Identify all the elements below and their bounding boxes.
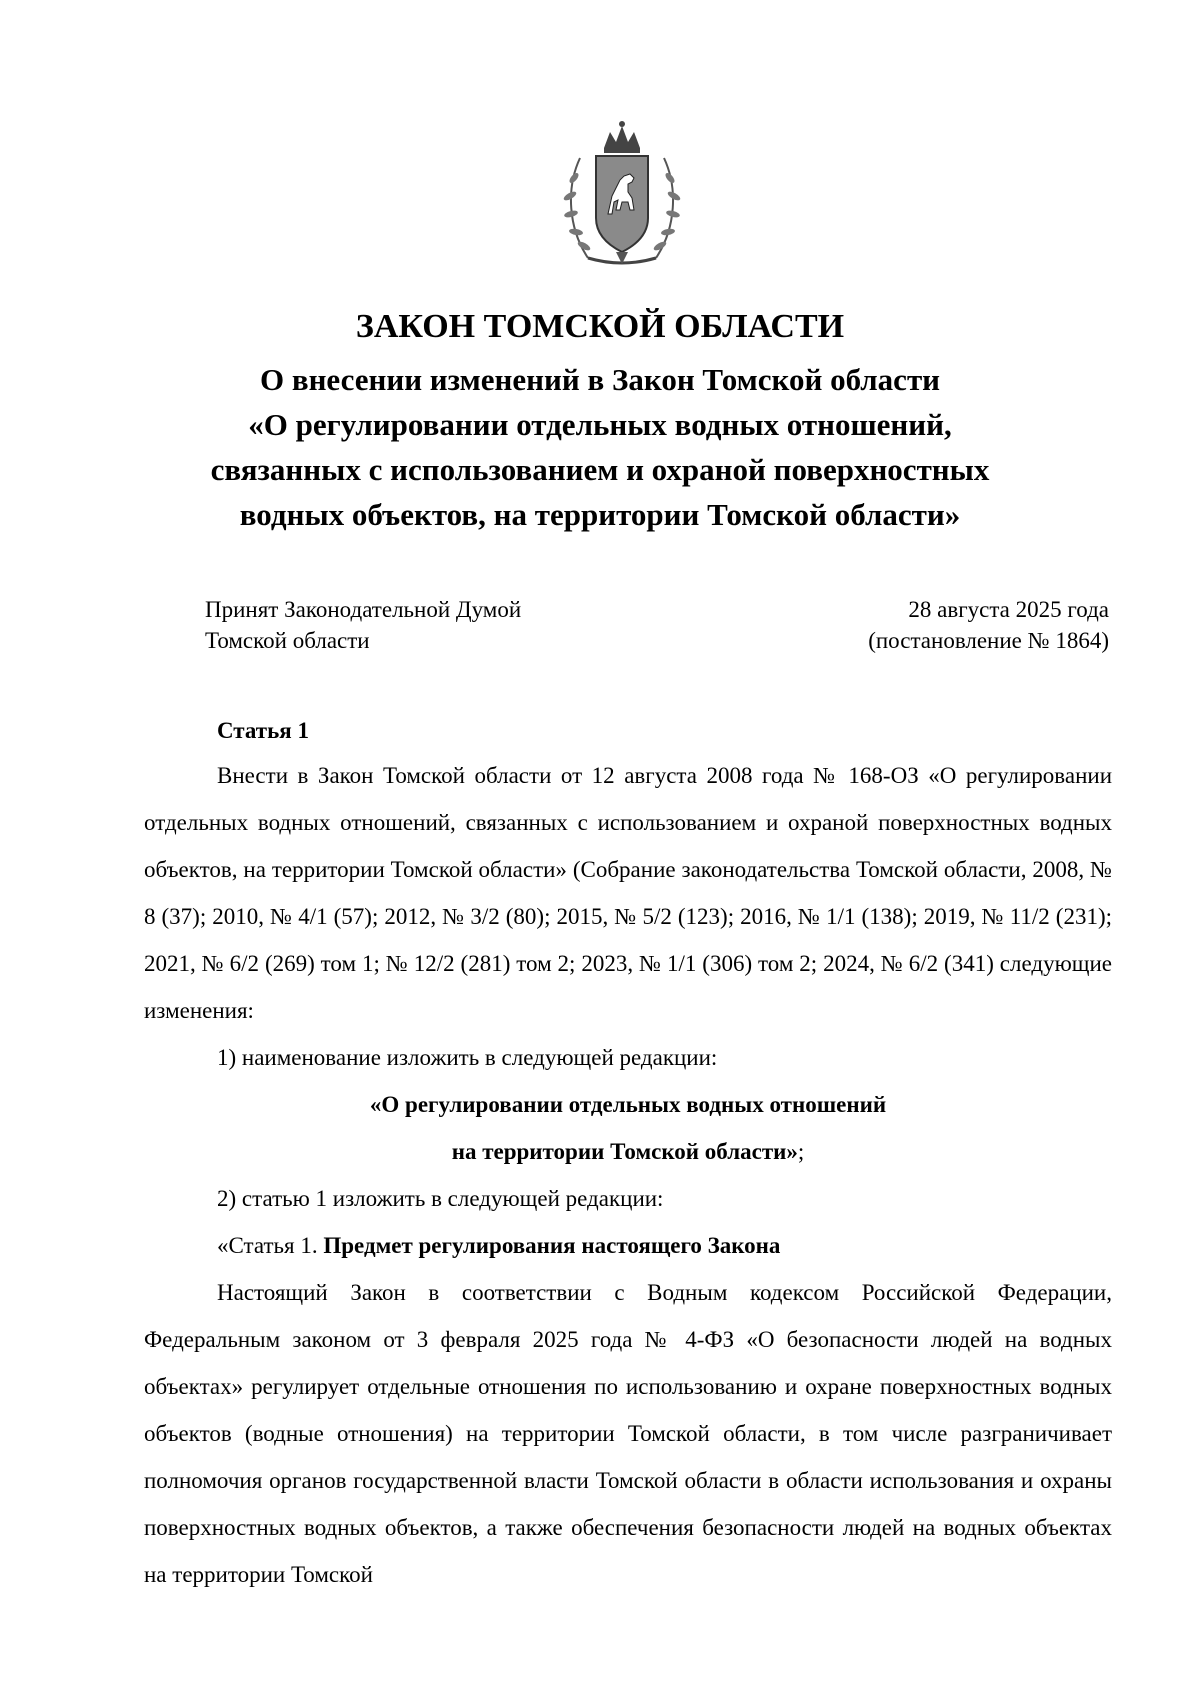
adoption-date-line: 28 августа 2025 года: [908, 597, 1109, 622]
article-heading: Статья 1: [217, 718, 309, 743]
law-subtitle-line-3: связанных с использованием и охраной поверхностных: [210, 452, 990, 487]
new-name-line-1: «О регулировании отдельных водных отношений: [369, 1092, 887, 1117]
adoption-date: [868, 594, 1109, 656]
amended-article-title-prefix: «Статья 1.: [217, 1233, 324, 1258]
title-block: [100, 305, 1100, 537]
article-body: [144, 752, 1112, 1598]
new-name-line-2: на территории Томской области»: [451, 1139, 798, 1164]
amended-article-title: [144, 1222, 1112, 1269]
adoption-body-line-2: Томской области: [205, 628, 370, 653]
amended-article-text: Настоящий Закон в соответствии с Водным кодексом Российской Федерации, Федеральным законом от 3 февраля 2025 года № 4-ФЗ «О безопасности людей на водных объектах» регулирует отдельные отношения по использованию и охране поверхностных водных объектов (водные отношения) на территории Томской области, в том числе разграничивает полномочия органов государственной власти Томской области в области использования и охраны поверхностных водных объектов, а также обеспечения безопасности людей на водных объектах на территории Томской: [144, 1280, 1112, 1587]
law-title: ЗАКОН ТОМСКОЙ ОБЛАСТИ: [355, 308, 845, 345]
new-name-suffix: ;: [797, 1139, 805, 1164]
amended-article-title-bold: Предмет регулирования настоящего Закона: [323, 1233, 781, 1258]
coat-of-arms-emblem: [558, 118, 686, 268]
law-subtitle-line-1: О внесении изменений в Закон Томской области: [259, 362, 941, 397]
article-intro-paragraph: Внести в Закон Томской области от 12 августа 2008 года № 168-ОЗ «О регулировании отдельных водных отношений, связанных с использованием и охраной поверхностных водных объектов, на территории Томской области» (Собрание законодательства Томской области, 2008, № 8 (37); 2010, № 4/1 (57); 2012, № 3/2 (80); 2015, № 5/2 (123); 2016, № 1/1 (138); 2019, № 11/2 (231); 2021, № 6/2 (269) том 1; № 12/2 (281) том 2; 2023, № 1/1 (306) том 2; 2024, № 6/2 (341) следующие изменения:: [144, 763, 1112, 1023]
new-name-line-2-wrapper: [144, 1128, 1112, 1175]
law-subtitle-line-4: водных объектов, на территории Томской области»: [239, 497, 961, 532]
adoption-resolution-line: (постановление № 1864): [868, 628, 1109, 653]
law-subtitle-line-2: «О регулировании отдельных водных отношений,: [248, 407, 952, 442]
adoption-body-line-1: Принят Законодательной Думой: [205, 597, 522, 622]
list-item-2: 2) статью 1 изложить в следующей редакции:: [217, 1186, 664, 1211]
list-item-1: 1) наименование изложить в следующей редакции:: [217, 1045, 718, 1070]
adoption-body: [205, 594, 521, 656]
